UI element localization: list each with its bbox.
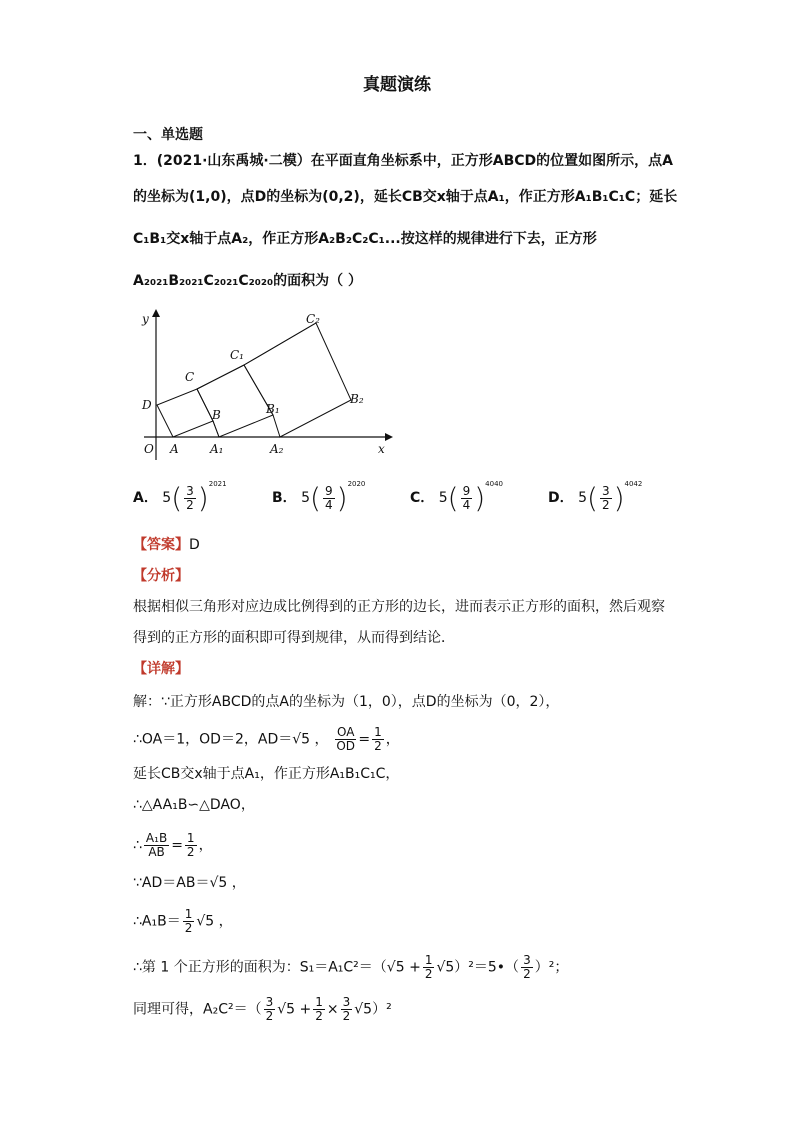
label-y: y [142, 312, 149, 326]
label-x: x [378, 442, 385, 456]
detail-line-7: ∴A₁B＝ $\frac{1}{2}$ √5 ， [133, 907, 233, 935]
detail-row [133, 658, 189, 680]
analysis-line-2: 得到的正方形的面积即可得到规律，从而得到结论． [133, 630, 455, 646]
geometry-figure [130, 305, 400, 465]
square-a1b1c1c [197, 365, 273, 437]
question-line-4: A₂₀₂₁B₂₀₂₁C₂₀₂₁C₂₀₂₀的面积为（ ） [133, 273, 363, 289]
label-c2: C₂ [306, 312, 320, 326]
detail-line-5: ∴ $\frac{\text{A₁B}}{AB}$ = $\frac{1}{2}$ ， [133, 831, 213, 859]
label-o: O [144, 442, 154, 456]
section-heading: 一、单选题 [133, 127, 203, 143]
answer-tag: 【答案】 [133, 537, 189, 553]
detail-line-3: 延长CB交x轴于点A₁，作正方形A₁B₁C₁C， [133, 766, 400, 782]
question-line-2: 的坐标为(1,0)，点D的坐标为(0,2)，延长CB交x轴于点A₁，作正方形A₁B₁C₁C；延长 [133, 189, 678, 205]
label-a1: A₁ [210, 442, 224, 456]
y-axis-arrow [152, 309, 160, 317]
page-title: 真题演练 [363, 75, 431, 95]
detail-line-1: 解：∵正方形ABCD的点A的坐标为（1，0），点D的坐标为（0，2）， [133, 694, 560, 710]
label-c1: C₁ [230, 348, 244, 362]
answer-value: D [189, 537, 200, 553]
option-d[interactable]: D． 5( $\frac{3}{2}$ )$^{4042}$ [548, 480, 643, 515]
square-abcd [157, 389, 213, 437]
analysis-tag: 【分析】 [133, 568, 189, 584]
analysis-line-1: 根据相似三角形对应边成比例得到的正方形的边长，进而表示正方形的面积，然后观察 [133, 599, 665, 615]
label-b2: B₂ [350, 392, 364, 406]
detail-tag: 【详解】 [133, 661, 189, 677]
label-c: C [185, 370, 195, 384]
question-line-3: C₁B₁交x轴于点A₂，作正方形A₂B₂C₂C₁...按这样的规律进行下去，正方形 [133, 231, 597, 247]
label-b1: B₁ [266, 402, 280, 416]
question-line-1: 1．(2021·山东禹城·二模）在平面直角坐标系中，正方形ABCD的位置如图所示，点A [133, 153, 673, 169]
label-b: B [212, 408, 221, 422]
analysis-row [133, 565, 189, 587]
option-a[interactable]: A． 5( $\frac{3}{2}$ )$^{2021}$ [133, 480, 227, 515]
option-b[interactable]: B． 5( $\frac{9}{4}$ )$^{2020}$ [272, 480, 366, 515]
label-a2: A₂ [270, 442, 284, 456]
answer-row [133, 534, 200, 556]
detail-line-2: ∴OA＝1，OD＝2，AD＝√5 ， $\frac{OA}{OD}$ = $\frac{1}{2}$ ， [133, 725, 400, 753]
option-c[interactable]: C． 5( $\frac{9}{4}$ )$^{4040}$ [410, 480, 503, 515]
detail-line-6: ∵AD＝AB＝√5 ， [133, 875, 246, 891]
label-a: A [170, 442, 179, 456]
label-d: D [142, 398, 152, 412]
detail-line-9: 同理可得，A₂C²＝（ $\frac{3}{2}$ √5 + $\frac{1}{2}$ × $\frac{3}{2}$ √5）² [133, 995, 392, 1023]
detail-line-4: ∴△AA₁B∽△DAO， [133, 797, 255, 813]
detail-line-8: ∴第 1 个正方形的面积为：S₁＝A₁C²＝（√5 + $\frac{1}{2}$ √5）²＝5•（ $\frac{3}{2}$ ）²； [133, 953, 569, 981]
x-axis-arrow [385, 433, 393, 441]
